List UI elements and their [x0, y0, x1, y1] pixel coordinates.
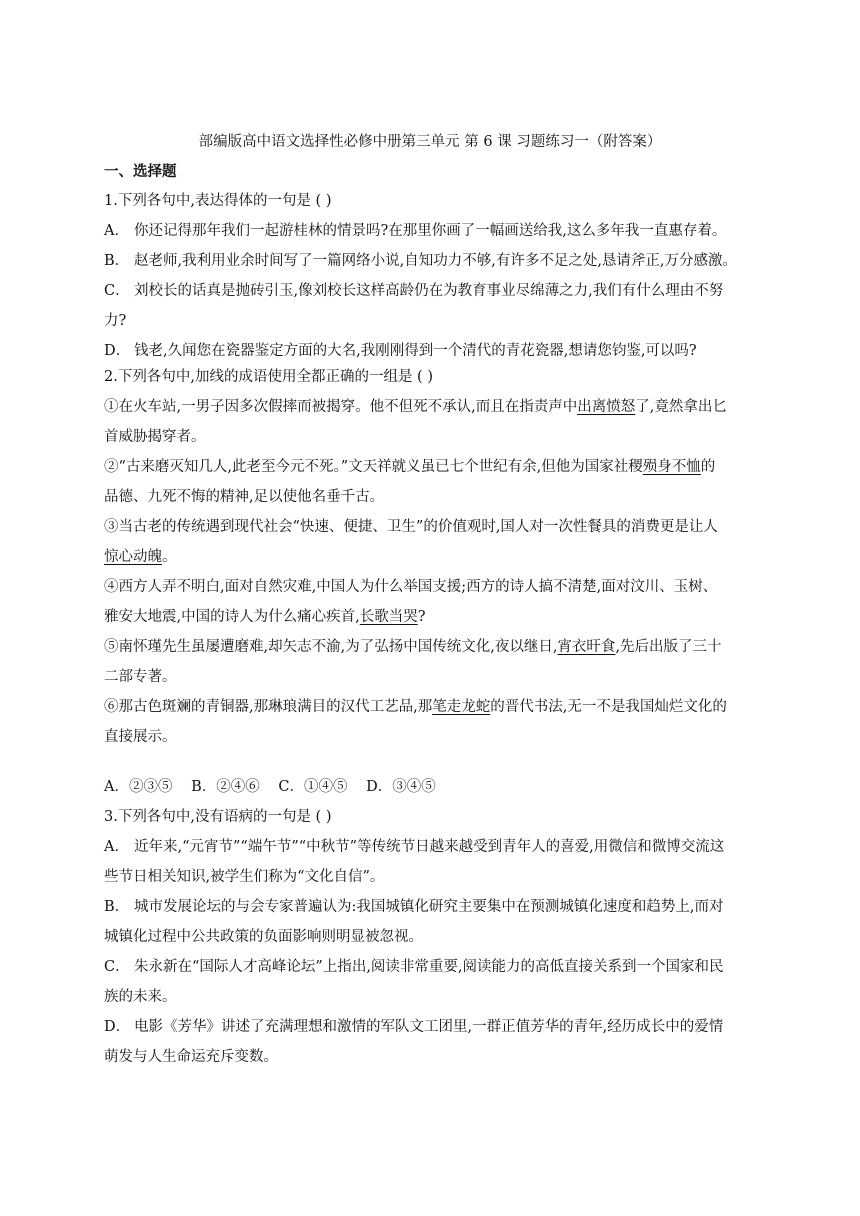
option-label: A．: [104, 223, 129, 239]
option-label: D．: [104, 1019, 131, 1035]
option-text: 电影《芳华》讲述了充满理想和激情的军队文工团里,一群正值芳华的青年,经历成长中的爱情: [134, 1019, 724, 1035]
sentence-text: ⑥那古色斑斓的青铜器,那琳琅满目的汉代工艺品,那: [104, 699, 433, 715]
underlined-idiom: 出离愤怒: [577, 399, 636, 415]
option-text: 城市发展论坛的与会专家普遍认为:我国城镇化研究主要集中在预测城镇化速度和趋势上,而对: [134, 899, 724, 915]
sentence-text: ,先后出版了三十: [615, 639, 722, 655]
underlined-idiom: 殒身不恤: [642, 459, 701, 475]
option-label: B．: [104, 253, 130, 269]
q3-option-c-cont: 族的未来。: [104, 989, 177, 1005]
q3-option-b-cont: 城镇化过程中公共政策的负面影响则明显被忽视。: [104, 929, 423, 945]
q1-option-a: [104, 216, 764, 246]
choice-d: D．③④⑤: [366, 779, 436, 795]
q3-option-c: [104, 952, 764, 982]
underlined-idiom: 长歌当哭: [359, 609, 418, 625]
q2-sentence-4-cont: [104, 602, 764, 632]
q2-sentence-1: [104, 392, 764, 422]
sentence-text: 的晋代书法,无一不是我国灿烂文化的: [490, 699, 727, 715]
q2-choice-row: [104, 772, 764, 802]
section-heading: 一、选择题: [104, 163, 177, 180]
option-text: 你还记得那年我们一起游桂林的情景吗?在那里你画了一幅画送给我,这么多年我一直惠存着。: [134, 223, 727, 239]
q1-option-c: [104, 276, 764, 306]
underlined-idiom: 笔走龙蛇: [432, 699, 491, 715]
sentence-text: ①在火车站,一男子因多次假摔而被揭穿。他不但死不承认,而且在指责声中: [104, 399, 578, 415]
q2-sentence-6: [104, 692, 764, 722]
question-1: [104, 186, 764, 366]
question-3-stem: 3.下列各句中,没有语病的一句是 ( ): [104, 809, 332, 825]
option-label: A．: [104, 839, 129, 855]
q3-option-d: [104, 1012, 764, 1042]
option-label: C．: [104, 283, 130, 299]
q3-option-b: [104, 892, 764, 922]
option-label: C．: [104, 959, 130, 975]
sentence-text: 。: [162, 549, 177, 565]
choice-a: A．②③⑤: [104, 779, 173, 795]
q2-choices: [104, 772, 764, 802]
question-3: [104, 802, 764, 1072]
option-text: 钱老,久闻您在瓷器鉴定方面的大名,我刚刚得到一个清代的青花瓷器,想请您钧鉴,可以吗?: [134, 343, 697, 359]
option-text: 刘校长的话真是抛砖引玉,像刘校长这样高龄仍在为教育事业尽绵薄之力,我们有什么理由不努: [134, 283, 724, 299]
q3-option-d-cont: 萌发与人生命运充斥变数。: [104, 1049, 278, 1065]
q2-sentence-6-cont: 直接展示。: [104, 729, 177, 745]
q2-sentence-2-cont: 品德、九死不悔的精神,足以使他名垂千古。: [104, 489, 385, 505]
document-title: 部编版高中语文选择性必修中册第三单元 第 6 课 习题练习一（附答案）: [198, 134, 662, 150]
choice-b: B．②④⑥: [191, 779, 260, 795]
q1-option-b: [104, 246, 764, 276]
q2-sentence-3-cont: [104, 542, 764, 572]
sentence-text: ⑤南怀瑾先生虽屡遭磨难,却矢志不渝,为了弘扬中国传统文化,夜以继日,: [104, 639, 558, 655]
underlined-idiom: 宵衣旰食: [557, 639, 616, 655]
choice-c: C．①④⑤: [278, 779, 348, 795]
option-label: D．: [104, 343, 131, 359]
sentence-text: ②“古来磨灭知几人,此老至今元不死。”文天祥就义虽已七个世纪有余,但他为国家社稷: [104, 459, 643, 475]
option-text: 赵老师,我利用业余时间写了一篇网络小说,自知功力不够,有许多不足之处,恳请斧正,万分感激。: [134, 253, 738, 269]
sentence-text: 的: [700, 459, 716, 475]
sentence-text: 雅安大地震,中国的诗人为什么痛心疾首,: [104, 609, 360, 625]
q2-sentence-2: [104, 452, 764, 482]
sentence-text: ?: [417, 609, 426, 625]
option-text: 朱永新在“国际人才高峰论坛”上指出,阅读非常重要,阅读能力的高低直接关系到一个国家和民: [134, 959, 724, 975]
option-text: 近年来,“元宵节”“端午节”“中秋节”等传统节日越来越受到青年人的喜爱,用微信和微博交流这: [134, 839, 725, 855]
q3-option-a: [104, 832, 764, 862]
q2-sentence-5: [104, 632, 764, 662]
question-1-stem: 1.下列各句中,表达得体的一句是 ( ): [104, 193, 332, 209]
q1-option-c-cont: 力?: [104, 313, 127, 329]
question-2-stem: 2.下列各句中,加线的成语使用全都正确的一组是 ( ): [104, 369, 433, 385]
q2-sentence-3: ③当古老的传统遇到现代社会“快速、便捷、卫生”的价值观时,国人对一次性餐具的消费更是让人: [104, 519, 718, 535]
q2-sentence-5-cont: 二部专著。: [104, 669, 177, 685]
underlined-idiom: 惊心动魄: [104, 549, 162, 565]
option-label: B．: [104, 899, 130, 915]
q2-sentence-4: ④西方人弄不明白,面对自然灾难,中国人为什么举国支援;西方的诗人搞不清楚,面对汶川、玉树、: [104, 579, 718, 595]
question-2: [104, 362, 764, 752]
q3-option-a-cont: 些节日相关知识,被学生们称为“文化自信”。: [104, 869, 385, 885]
sentence-text: 了,竟然拿出匕: [635, 399, 727, 415]
q2-sentence-1-cont: 首威胁揭穿者。: [104, 429, 206, 445]
